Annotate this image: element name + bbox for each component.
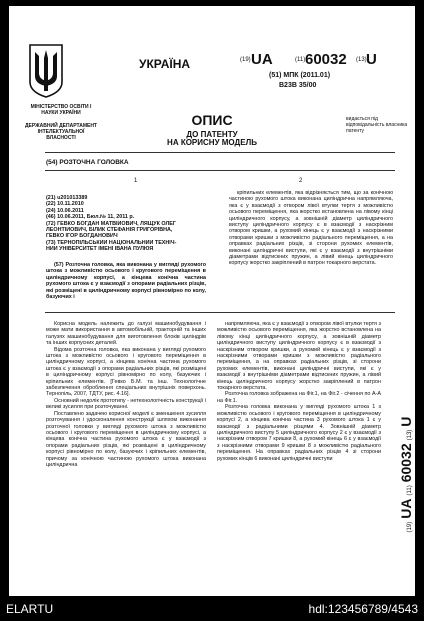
side-code-19: (19) (407, 521, 413, 533)
patent-page (9, 6, 415, 596)
biblio-line: ГЕВКО ІГОР БОГДАНОВИЧ (46, 233, 118, 240)
claim-text (46, 262, 206, 300)
biblio-line: (73) ТЕРНОПІЛЬСЬКИЙ НАЦІОНАЛЬНИЙ ТЕХНІЧ- (46, 239, 177, 246)
trident-emblem-icon (29, 44, 63, 98)
ipc-class: B23B 35/00 (279, 82, 317, 89)
side-office: UA (398, 498, 414, 519)
department-name: ДЕРЖАВНИЙ ДЕПАРТАМЕНТ ІНТЕЛЕКТУАЛЬНОЇ ВЛАСНОСТІ (25, 123, 97, 141)
bibliographic-data (46, 195, 206, 253)
kind-code: U (366, 51, 377, 68)
biblio-line: (72) ГЕВКО БОГДАН МАТВІЙОВИЧ, ЛЯЩУК ОЛЕГ (46, 220, 176, 227)
paragraph: Розточна головка виконана у вигляді рухомого штока 1 з можливістю осьового і кругового переміщення в циліндричному корпусі 2, а кінцева конічна частина 3 рухомого штока 1 є у взаємодії з радіальними різцями 4. Зовнішній діаметр циліндричного виступу 5 циліндричного корпусу 2 є у взаємодії з наскрізним отвором 7 кришки 8, а рухомий кінець 6 є у взаємодії з наскрізними отворами 9 кришки 8 з можливістю радіального переміщення. На оправках радіальних різців 4 зі сторони рухомих кінців 6 виконані циліндричні виступи (217, 404, 381, 462)
side-code-11: (11) (407, 485, 413, 496)
footer-left: ELARTU (6, 602, 54, 616)
code-11: (11) (295, 57, 306, 63)
document-subtitle-2: НА КОРИСНУ МОДЕЛЬ (167, 138, 257, 147)
paragraph: Відома розточна головка, яка виконана у вигляді рухомого штока з можливістю осьового і кругового переміщення в циліндричному корпусі, а кінцева конічна частина рухомого штока є у взаємодії з опорами радіальних різців, які розміщені в циліндричному корпусі рівномірно по колу, базуючих і кріпильних елементів. [Гевко Б.М. та інш. Технологічне забезпечення оброблення спеціальних внутрішніх поверхонь. Тернопіль, 2007, ТДТУ, рис. 4.16]. (46, 346, 206, 398)
viewer-footer (0, 596, 424, 620)
ministry-name: МІНІСТЕРСТВО ОСВІТИ І НАУКИ УКРАЇНИ (30, 104, 92, 116)
side-number: 60032 (398, 443, 414, 483)
divider (45, 152, 395, 153)
divider (45, 312, 395, 313)
claim-paragraph: (57) Розточна головка, яка виконана у вигляді рухомого штока з можливістю осьового і кругового переміщення в циліндричному корпусі, а кінцева конічна частина рухомого штока є у взаємодії з опорами радіальних різців, які розміщені в циліндричному корпусі рівномірно по колу, базуючих і (46, 262, 206, 301)
paragraph: Корисна модель належить до галузі машинобудування і може мати використання в автомобільній, тракторній та інших галузях машинобудування для виготовлення блоків циліндрів та інших корпусних деталей. (46, 321, 206, 347)
biblio-line: ЛЕОНТІЙОВИЧ, БІЛИК СТЕФАНІЯ ГРИГОРІВНА, (46, 227, 173, 234)
paragraph: Поставлено задачею корисної моделі є зменшення зусилля розточування і удосконалення конструкції шляхом виконання розточної головки у вигляді рухомого штока з можливістю осьового і кругового переміщення в циліндричному корпусі, а кінцева конічна частина рухомого штока є у взаємодії з опорами радіальних різців, які розміщені в циліндричному корпусі рівномірно по колу, базуючих і кріпильних елементів, причому за конічною частиною рухомого штока виконана циліндрична (46, 410, 206, 468)
biblio-line: НИЙ УНІВЕРСИТЕТ ІМЕНІ ІВАНА ПУЛЮЯ (46, 246, 154, 253)
description-right-column (217, 321, 381, 462)
biblio-line: (22) 10.11.2010 (46, 201, 84, 208)
footer-handle[interactable]: hdl:123456789/4543 (308, 602, 418, 616)
column-number: 1 (134, 178, 138, 184)
divider (45, 170, 395, 171)
biblio-line: (24) 10.06.2011 (46, 207, 84, 214)
side-patent-code (398, 417, 415, 536)
invention-title: (54) РОЗТОЧНА ГОЛОВКА (46, 159, 129, 166)
column-number: 2 (299, 178, 303, 184)
document-title: ОПИС (191, 112, 233, 128)
side-kind: U (398, 416, 414, 427)
country-name: УКРАЇНА (139, 57, 191, 71)
paragraph: Розточна головка зображена на Фіг.1, на Фіг.2 - січення по А-А на Фіг.1. (217, 391, 381, 404)
paragraph: Основний недолік прототипу - нетехнологічність конструкції і великі зусилля при розточуванні. (46, 397, 206, 411)
side-code-13: (13) (407, 429, 413, 441)
biblio-line: (46) 10.06.2011, Бюл.№ 11, 2011 р. (46, 214, 135, 221)
code-13: (13) (356, 57, 367, 63)
office-code: UA (251, 51, 273, 68)
code-19: (19) (240, 57, 251, 63)
paragraph: напрямляюча, яка є у взаємодії з отвором лівої втулки тертя з можливістю осьового переміщення, яка жорстко встановлена на лівому кінці циліндричного корпусу, а зовнішній діаметр циліндричного виступу циліндричного корпусу є в взаємодії з наскрізним отвором кришки, а рухомий кінець є у взаємодії з наскрізними отворами кришки з можливістю радіального переміщення, а на оправках радіальних різців, зі сторони рухомих елементів, виконані циліндричні виступи, які є у взаємодії з внутрішніми діаметрами відтискних пружин, а лівий кінець циліндричного корпусу жорстко закріплений в патрон токарного верстата. (217, 321, 381, 392)
description-left-column (46, 321, 206, 468)
ipc-line: (51) МПК (2011.01) (269, 72, 331, 79)
claim-continuation (229, 190, 393, 267)
claim-paragraph: кріпильних елементів, яка відрізняється тим, що за конічною частиною рухомого штока виконана циліндрична напрямляюча, яка є у взаємодії з отвором лівої втулки тертя з можливістю осьового переміщення, яка жорстко встановлена на лівому кінці циліндричного корпусу, а зовнішній діаметр циліндричного виступу циліндричного корпусу є в взаємодії з наскрізним отвором кришки, а рухомий кінець є у взаємодії з наскрізними отворами кришки з можливістю радіального переміщення, а на оправках радіальних різців, зі сторони рухомих елементів, виконані циліндричні виступи, які є у взаємодії з внутрішніми діаметрами відтискних пружин, а лівий кінець циліндричного корпусу жорстко закріплений в патрон токарного верстата. (229, 190, 393, 267)
document-subtitle-1: ДО ПАТЕНТУ (186, 130, 238, 139)
biblio-line: (21) u201013389 (46, 195, 88, 201)
patent-number: 60032 (305, 51, 347, 68)
responsibility-note: видається під відповідальність власника патенту (346, 116, 408, 134)
